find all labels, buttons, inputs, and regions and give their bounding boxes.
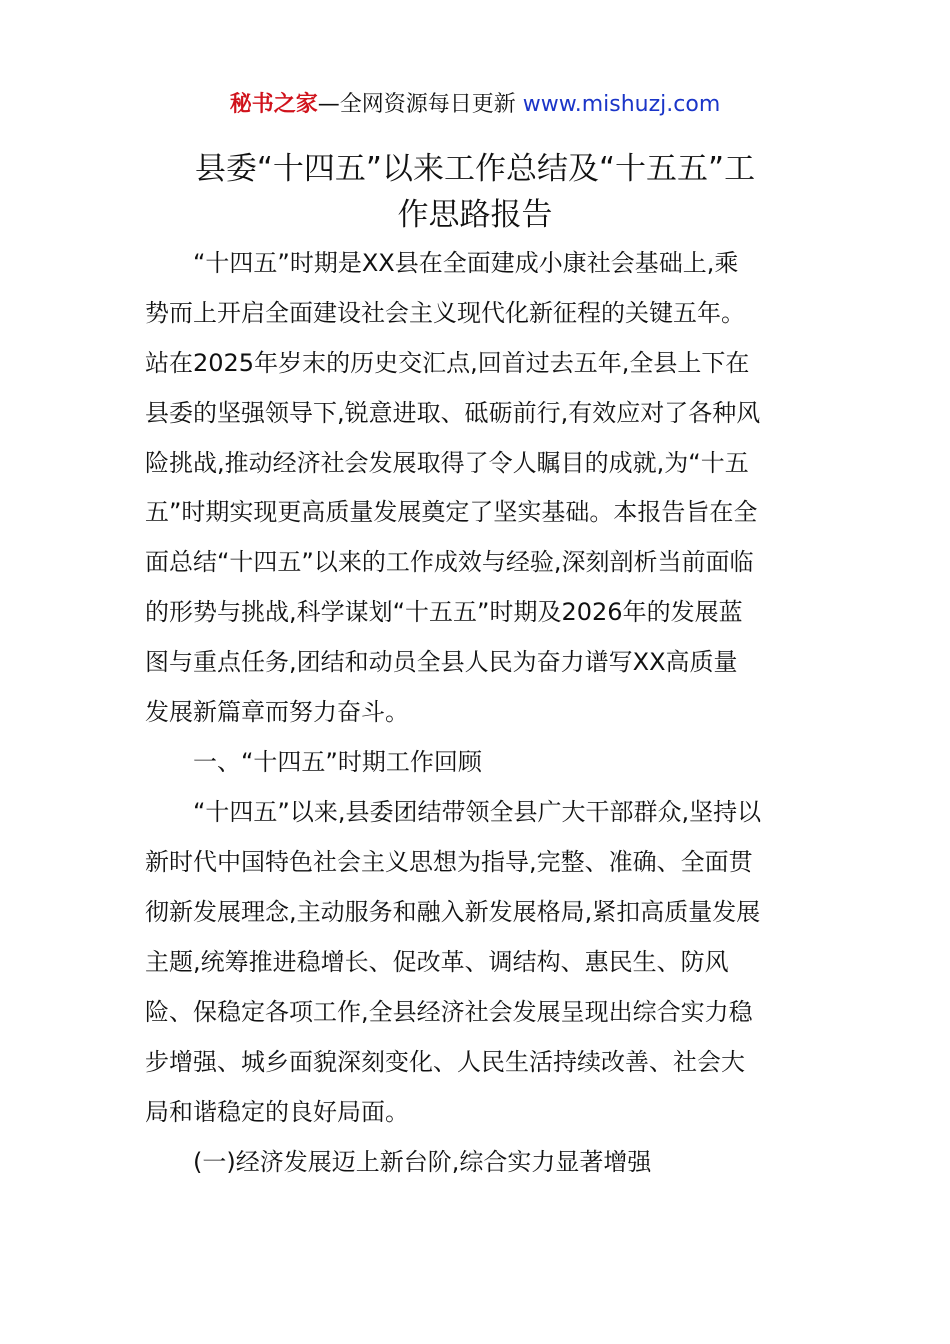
body-line: 险、保稳定各项工作,全县经济社会发展呈现出综合实力稳 <box>145 998 753 1026</box>
body-line: 新时代中国特色社会主义思想为指导,完整、准确、全面贯 <box>145 848 753 876</box>
section-heading: 一、“十四五”时期工作回顾 <box>145 748 482 776</box>
site-url-link[interactable]: www.mishuzj.com <box>522 92 721 117</box>
body-line: 站在2025年岁末的历史交汇点,回首过去五年,全县上下在 <box>145 349 750 377</box>
body-line: 的形势与挑战,科学谋划“十五五”时期及2026年的发展蓝 <box>145 598 743 626</box>
body-line: 发展新篇章而努力奋斗。 <box>145 698 409 726</box>
document-title <box>130 146 820 238</box>
body-line: 面总结“十四五”以来的工作成效与经验,深刻剖析当前面临 <box>145 548 754 576</box>
body-line: 局和谐稳定的良好局面。 <box>145 1098 409 1126</box>
body-line: 县委的坚强领导下,锐意进取、砥砺前行,有效应对了各种风 <box>145 399 761 427</box>
title-line: 作思路报告 <box>397 197 553 233</box>
brand-name: 秘书之家 <box>229 92 318 117</box>
title-line: 县委“十四五”以来工作总结及“十五五”工 <box>194 151 756 187</box>
body-line: 险挑战,推动经济社会发展取得了令人瞩目的成就,为“十五 <box>145 449 749 477</box>
body-line: 步增强、城乡面貌深刻变化、人民生活持续改善、社会大 <box>145 1048 745 1076</box>
body-line: “十四五”以来,县委团结带领全县广大干部群众,坚持以 <box>145 798 762 826</box>
body-line: 彻新发展理念,主动服务和融入新发展格局,紧扣高质量发展 <box>145 898 761 926</box>
site-header <box>0 88 950 122</box>
body-line: 势而上开启全面建设社会主义现代化新征程的关键五年。 <box>145 299 745 327</box>
body-line: 主题,统筹推进稳增长、促改革、调结构、惠民生、防风 <box>145 948 729 976</box>
body-line: “十四五”时期是XX县在全面建成小康社会基础上,乘 <box>145 249 739 277</box>
body-line: 五”时期实现更高质量发展奠定了坚实基础。本报告旨在全 <box>145 498 758 526</box>
header-tagline: —全网资源每日更新 <box>317 92 523 117</box>
body-line: 图与重点任务,团结和动员全县人民为奋力谱写XX高质量 <box>145 648 738 676</box>
subsection-heading: (一)经济发展迈上新台阶,综合实力显著增强 <box>145 1148 652 1176</box>
